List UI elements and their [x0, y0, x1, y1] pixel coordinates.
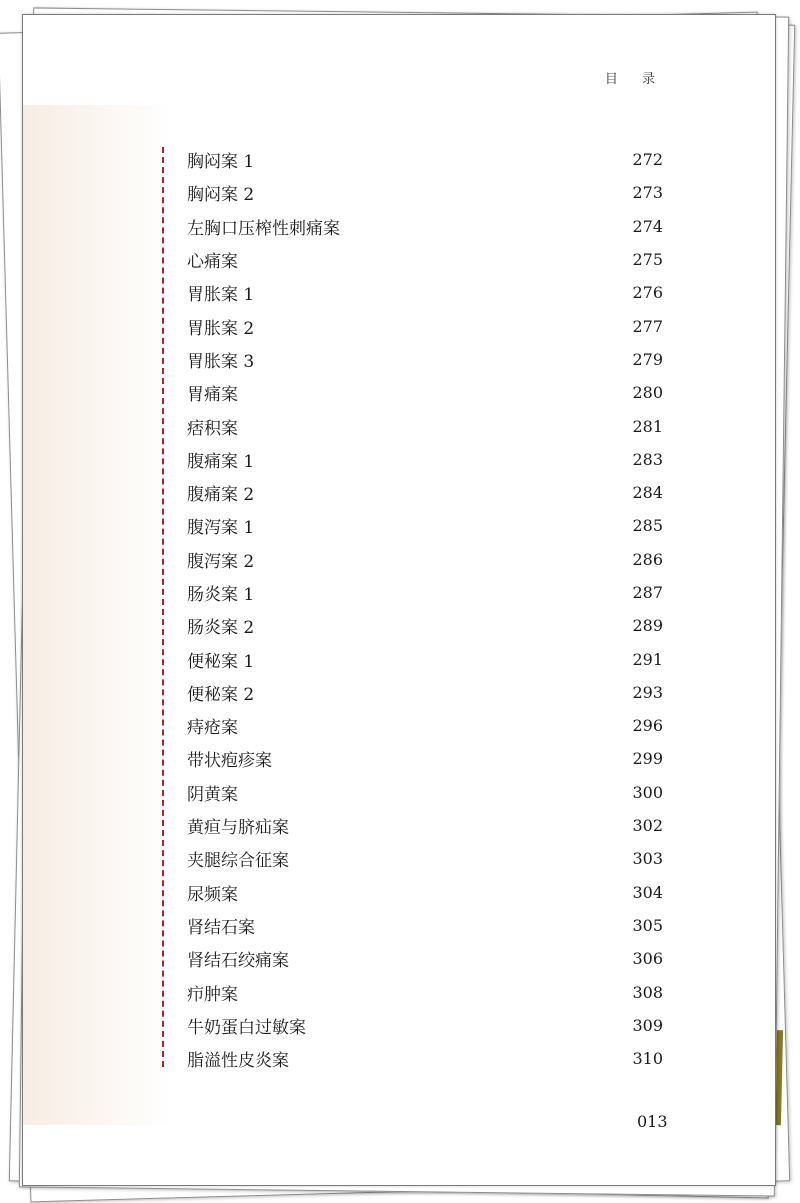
toc-entry-page: 304 [632, 882, 663, 902]
toc-entry[interactable] [187, 909, 663, 942]
toc-entry-title: 牛奶蛋白过敏案 [187, 1017, 306, 1038]
toc-entry-page: 286 [632, 549, 663, 569]
toc-entry-title: 胃胀案 3 [187, 351, 255, 372]
toc-entry[interactable] [187, 409, 663, 442]
toc-entry[interactable] [187, 509, 663, 542]
toc-entry-page: 305 [632, 915, 663, 935]
toc-entry-page: 274 [632, 216, 663, 236]
toc-entry-page: 302 [632, 816, 663, 836]
toc-entry-page: 289 [632, 616, 663, 636]
toc-entry-title: 肾结石案 [187, 917, 255, 938]
toc-entry[interactable] [187, 343, 663, 376]
toc-entry-page: 303 [632, 849, 663, 869]
toc-entry-page: 272 [632, 150, 663, 170]
toc-entry[interactable] [187, 476, 663, 509]
toc-entry-page: 291 [632, 649, 663, 669]
toc-entry[interactable] [187, 776, 663, 809]
toc-entry-page: 296 [632, 716, 663, 736]
toc-entry-page: 273 [632, 183, 663, 203]
toc-entry[interactable] [187, 742, 663, 775]
toc-entry-title: 夹腿综合征案 [187, 851, 289, 872]
toc-entry-title: 疖肿案 [187, 984, 238, 1005]
toc-entry-title: 腹痛案 2 [187, 485, 255, 506]
toc-entry[interactable] [187, 143, 663, 176]
toc-entry-title: 腹泻案 1 [187, 518, 255, 539]
toc-entry[interactable] [187, 210, 663, 243]
toc-entry[interactable] [187, 543, 663, 576]
toc-entry-page: 293 [632, 682, 663, 702]
toc-entry-title: 阴黄案 [187, 784, 238, 805]
toc-entry-page: 284 [632, 483, 663, 503]
toc-entry-page: 310 [632, 1049, 663, 1069]
page-number: 013 [637, 1112, 668, 1131]
toc-entry[interactable] [187, 376, 663, 409]
toc-entry-title: 胸闷案 1 [187, 152, 255, 173]
toc-entry[interactable] [187, 642, 663, 675]
red-dashed-rule [162, 147, 164, 1067]
toc-entry-page: 279 [632, 349, 663, 369]
toc-entry[interactable] [187, 1042, 663, 1075]
document-page [22, 14, 776, 1186]
toc-entry-title: 脂溢性皮炎案 [187, 1051, 289, 1072]
toc-entry-title: 痞积案 [187, 418, 238, 439]
toc-entry-title: 带状疱疹案 [187, 751, 272, 772]
toc-entry-title: 黄疸与脐疝案 [187, 818, 289, 839]
toc-entry-title: 心痛案 [187, 252, 238, 273]
toc-entry-title: 尿频案 [187, 884, 238, 905]
toc-entry-title: 胃痛案 [187, 385, 238, 406]
toc-entry-title: 腹痛案 1 [187, 451, 255, 472]
toc-entry[interactable] [187, 842, 663, 875]
toc-entry[interactable] [187, 809, 663, 842]
toc-entry-page: 299 [632, 749, 663, 769]
toc-entry-page: 306 [632, 949, 663, 969]
toc-entry[interactable] [187, 1009, 663, 1042]
toc-entry[interactable] [187, 676, 663, 709]
toc-entry-page: 308 [632, 982, 663, 1002]
toc-entry-title: 便秘案 2 [187, 684, 255, 705]
toc-entry-page: 276 [632, 283, 663, 303]
page-header-title: 目 录 [604, 72, 665, 87]
toc-entry-title: 胃胀案 2 [187, 318, 255, 339]
toc-entry-page: 283 [632, 449, 663, 469]
toc-entry-title: 肾结石绞痛案 [187, 951, 289, 972]
table-of-contents [187, 143, 663, 1075]
toc-entry[interactable] [187, 876, 663, 909]
toc-entry[interactable] [187, 276, 663, 309]
toc-entry-page: 275 [632, 250, 663, 270]
toc-entry-title: 胸闷案 2 [187, 185, 255, 206]
toc-entry-page: 277 [632, 316, 663, 336]
toc-entry-title: 腹泻案 2 [187, 551, 255, 572]
toc-entry-title: 便秘案 1 [187, 651, 255, 672]
toc-entry[interactable] [187, 309, 663, 342]
toc-entry-page: 285 [632, 516, 663, 536]
toc-entry[interactable] [187, 709, 663, 742]
toc-entry-page: 280 [632, 383, 663, 403]
toc-entry[interactable] [187, 243, 663, 276]
toc-entry-page: 300 [632, 782, 663, 802]
toc-entry[interactable] [187, 975, 663, 1008]
toc-entry-page: 281 [632, 416, 663, 436]
toc-entry[interactable] [187, 443, 663, 476]
toc-entry[interactable] [187, 576, 663, 609]
toc-entry[interactable] [187, 176, 663, 209]
toc-entry-title: 左胸口压榨性刺痛案 [187, 218, 340, 239]
toc-entry-title: 肠炎案 2 [187, 618, 255, 639]
toc-entry[interactable] [187, 609, 663, 642]
toc-entry[interactable] [187, 942, 663, 975]
toc-entry-page: 287 [632, 583, 663, 602]
page-watermark [23, 105, 173, 1125]
toc-entry-title: 肠炎案 1 [187, 585, 255, 605]
toc-entry-title: 胃胀案 1 [187, 285, 255, 306]
toc-entry-title: 痔疮案 [187, 718, 238, 739]
toc-entry-page: 309 [632, 1015, 663, 1035]
